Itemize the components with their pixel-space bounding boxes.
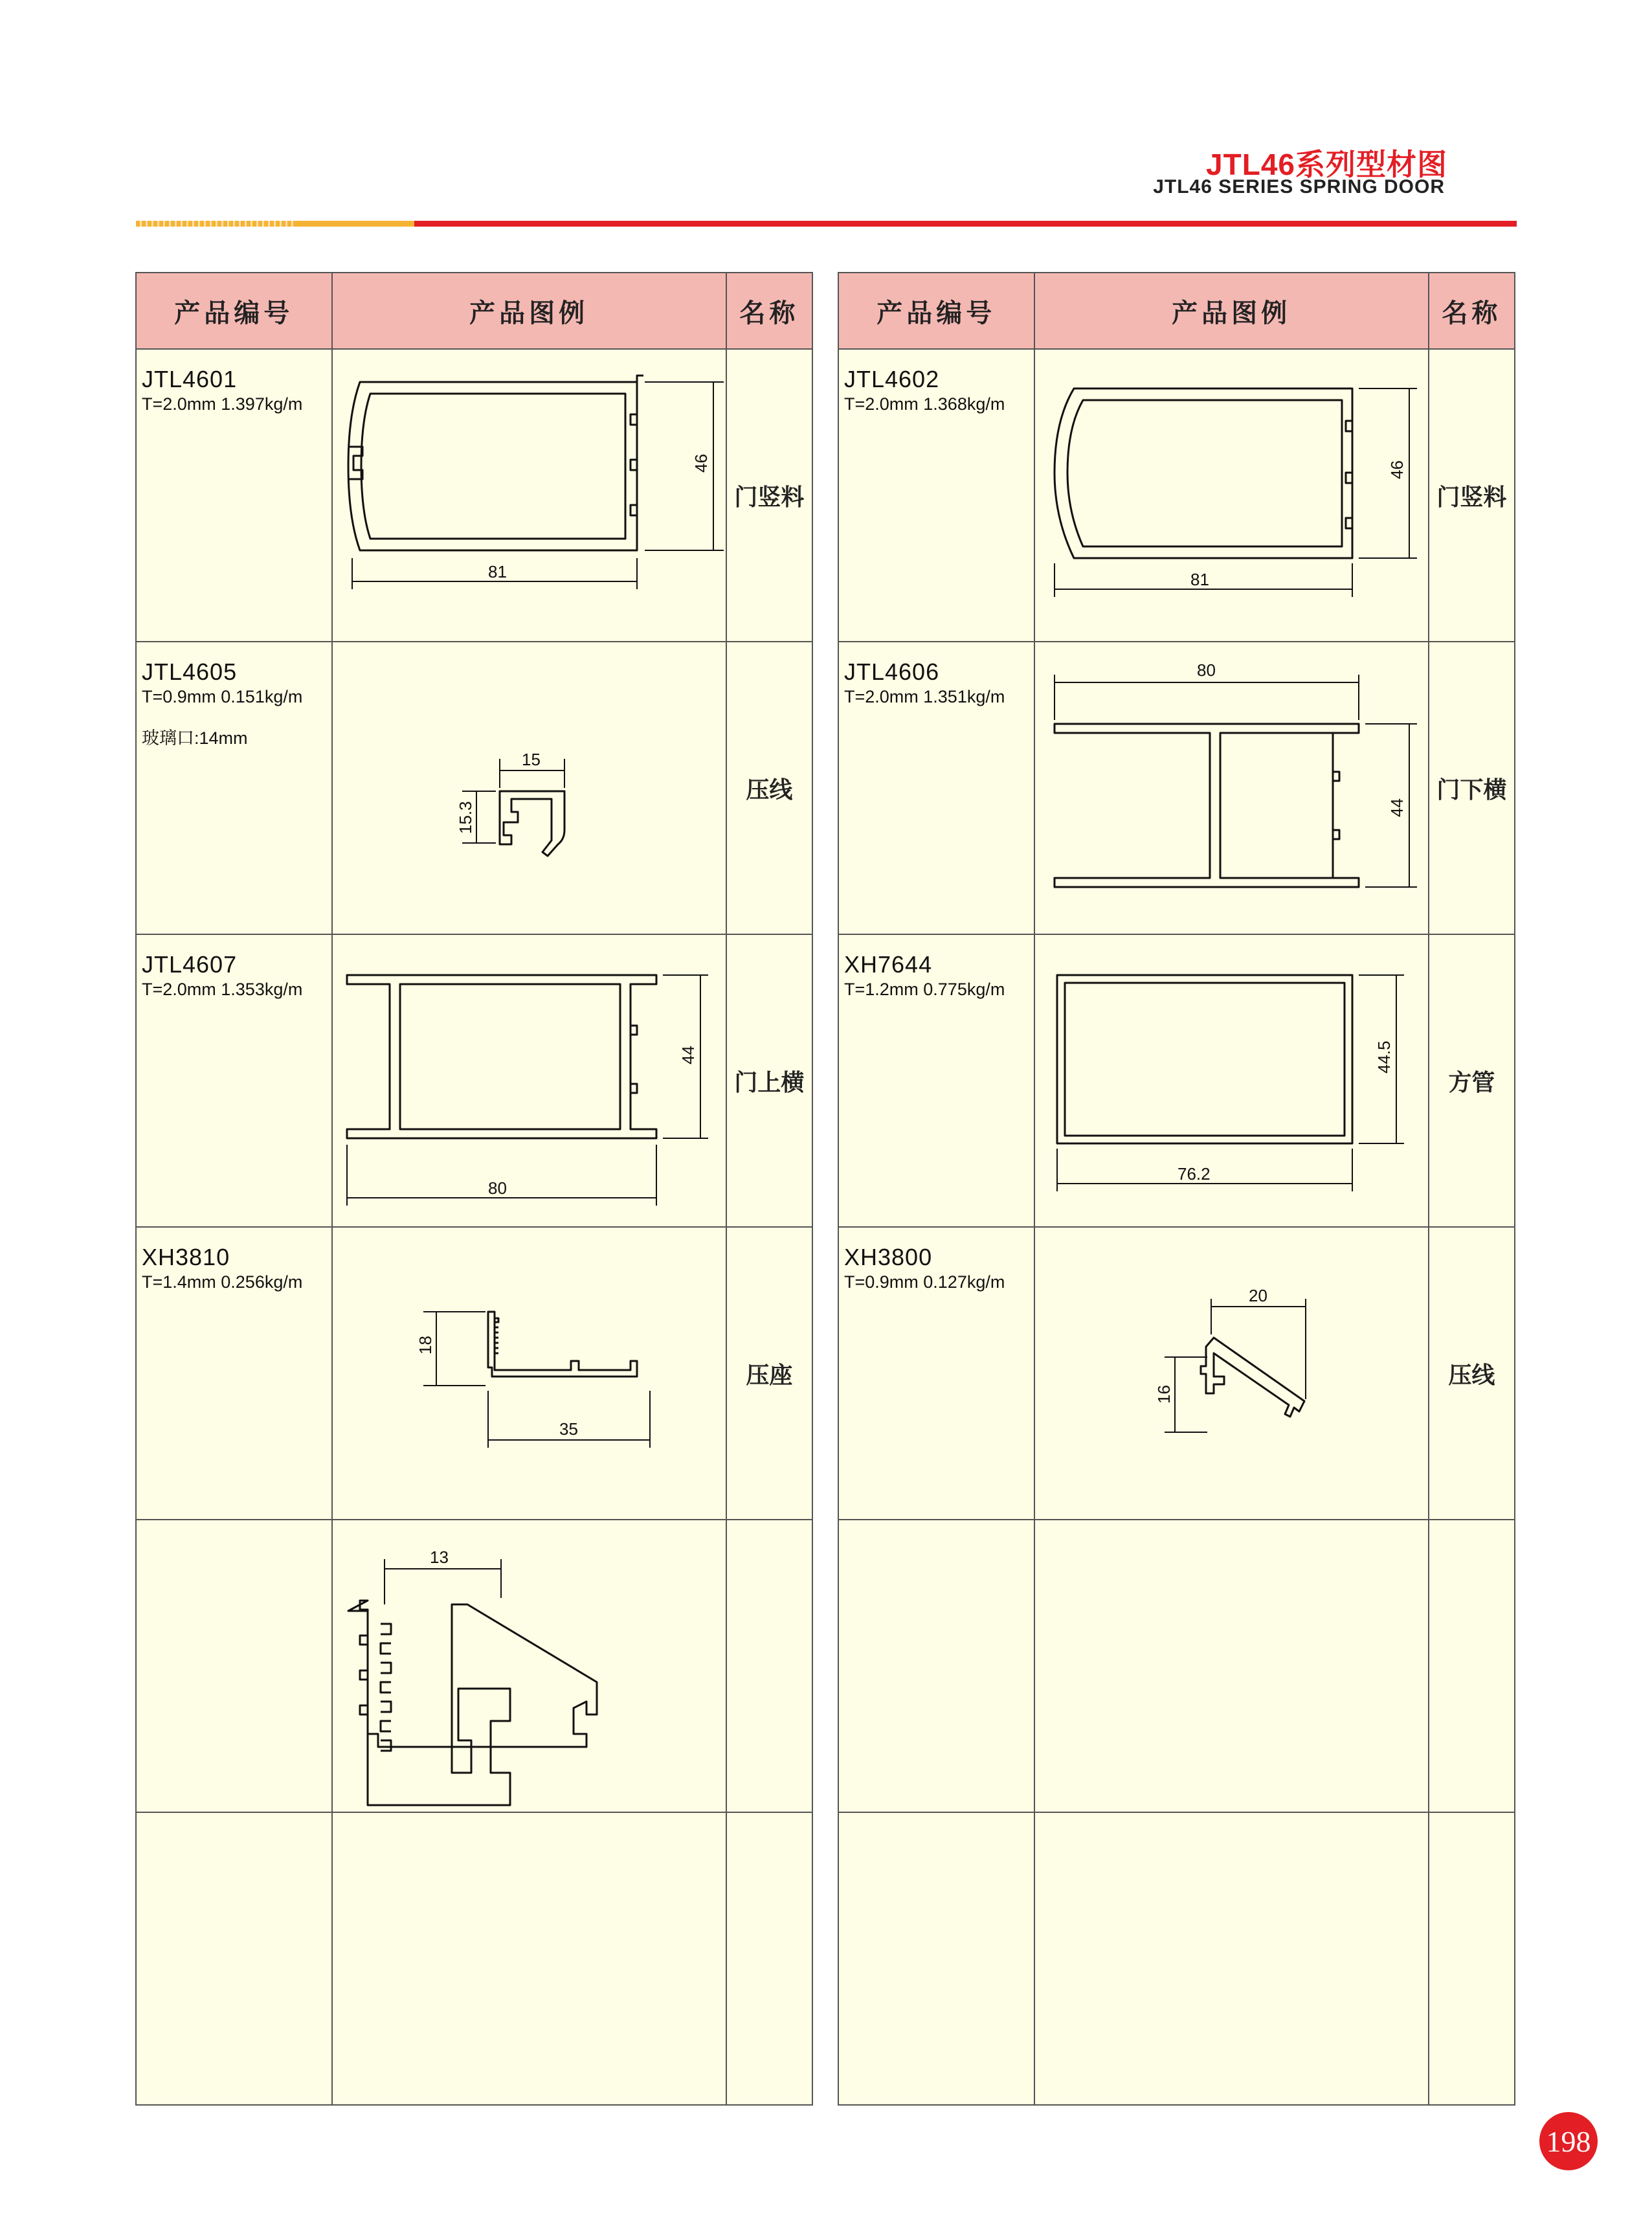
dim-height: 44.5 bbox=[1374, 1040, 1394, 1074]
profile-drawing-jtl4606 bbox=[1035, 642, 1426, 931]
product-code: XH7644 bbox=[844, 951, 933, 978]
product-code: JTL4602 bbox=[844, 366, 940, 392]
product-name bbox=[1429, 1812, 1515, 2105]
product-name: 压座 bbox=[726, 1227, 812, 1520]
dim-height: 44 bbox=[1387, 798, 1407, 817]
profile-drawing-xh7644 bbox=[1035, 935, 1426, 1224]
product-code: XH3800 bbox=[844, 1244, 933, 1270]
product-name: 压线 bbox=[1429, 1227, 1515, 1520]
figure-cell bbox=[1034, 1227, 1429, 1520]
profile-drawing-glazing-bead bbox=[333, 1520, 724, 1809]
table-row bbox=[838, 1812, 1515, 2105]
product-name: 门竖料 bbox=[726, 349, 812, 642]
dim-width: 81 bbox=[487, 562, 507, 581]
product-spec: T=2.0mm 1.368kg/m bbox=[844, 394, 1005, 414]
figure-cell bbox=[332, 1520, 726, 1812]
product-name bbox=[726, 1812, 812, 2105]
header-rule-dashed bbox=[136, 221, 295, 227]
product-spec: T=2.0mm 1.353kg/m bbox=[142, 980, 303, 999]
product-name: 门竖料 bbox=[1429, 349, 1515, 642]
product-spec: T=0.9mm 0.127kg/m bbox=[844, 1272, 1005, 1292]
figure-cell bbox=[1034, 642, 1429, 934]
header-figure: 产品图例 bbox=[332, 273, 726, 349]
table-row bbox=[838, 349, 1515, 642]
table-row bbox=[136, 349, 812, 642]
dim-width: 13 bbox=[429, 1547, 449, 1567]
product-name bbox=[726, 1520, 812, 1812]
product-code: JTL4607 bbox=[142, 951, 238, 978]
profile-table-left bbox=[135, 272, 813, 2106]
profile-drawing-jtl4601 bbox=[333, 350, 724, 638]
profile-drawing-xh3800 bbox=[1035, 1228, 1426, 1516]
dim-height: 46 bbox=[1387, 460, 1407, 479]
figure-cell bbox=[1034, 934, 1429, 1227]
dim-width: 76.2 bbox=[1177, 1164, 1211, 1184]
table-row bbox=[136, 934, 812, 1227]
product-code: JTL4606 bbox=[844, 658, 940, 685]
page-subtitle: JTL46 SERIES SPRING DOOR bbox=[1153, 176, 1445, 197]
code-cell bbox=[136, 1520, 332, 1812]
product-spec: T=1.4mm 0.256kg/m bbox=[142, 1272, 303, 1292]
profile-drawing-jtl4605 bbox=[333, 642, 724, 931]
figure-cell bbox=[332, 934, 726, 1227]
product-name: 方管 bbox=[1429, 934, 1515, 1227]
figure-cell bbox=[1034, 349, 1429, 642]
dim-width: 80 bbox=[1196, 660, 1216, 680]
page-number: 198 bbox=[1539, 2112, 1598, 2170]
dim-height: 44 bbox=[678, 1046, 698, 1064]
dim-height: 16 bbox=[1154, 1385, 1174, 1404]
product-code: XH3810 bbox=[142, 1244, 230, 1270]
page-title: JTL46系列型材图 bbox=[1206, 148, 1447, 181]
code-cell bbox=[838, 1520, 1034, 1812]
header-name: 名称 bbox=[726, 273, 812, 349]
dim-width: 80 bbox=[487, 1178, 507, 1198]
code-cell bbox=[838, 1812, 1034, 2105]
product-note: 玻璃口:14mm bbox=[142, 728, 248, 748]
code-cell bbox=[136, 642, 332, 934]
table-row bbox=[136, 642, 812, 934]
profile-drawing-jtl4607 bbox=[333, 935, 724, 1224]
figure-cell bbox=[332, 1227, 726, 1520]
figure-cell bbox=[332, 1812, 726, 2105]
profile-drawing-jtl4602 bbox=[1035, 350, 1426, 638]
product-spec: T=0.9mm 0.151kg/m bbox=[142, 687, 303, 706]
table-header-row bbox=[136, 273, 812, 349]
product-code: JTL4601 bbox=[142, 366, 238, 392]
header-figure: 产品图例 bbox=[1034, 273, 1429, 349]
header-code: 产品编号 bbox=[136, 273, 332, 349]
dim-height: 18 bbox=[415, 1336, 435, 1355]
code-cell bbox=[838, 934, 1034, 1227]
table-row bbox=[838, 1520, 1515, 1812]
dim-width: 20 bbox=[1248, 1286, 1267, 1305]
code-cell bbox=[136, 349, 332, 642]
table-row bbox=[838, 934, 1515, 1227]
product-name: 门下横 bbox=[1429, 642, 1515, 934]
code-cell bbox=[838, 1227, 1034, 1520]
dim-width: 35 bbox=[559, 1419, 578, 1439]
product-spec: T=2.0mm 1.397kg/m bbox=[142, 394, 303, 414]
table-row bbox=[136, 1812, 812, 2105]
dim-height: 46 bbox=[691, 454, 711, 473]
figure-cell bbox=[1034, 1812, 1429, 2105]
code-cell bbox=[838, 642, 1034, 934]
table-header-row bbox=[838, 273, 1515, 349]
product-name: 门上横 bbox=[726, 934, 812, 1227]
dim-height: 15.3 bbox=[455, 801, 475, 834]
profile-drawing-xh3810 bbox=[333, 1228, 724, 1516]
figure-cell bbox=[332, 642, 726, 934]
code-cell bbox=[136, 1812, 332, 2105]
header-name: 名称 bbox=[1429, 273, 1515, 349]
code-cell bbox=[136, 934, 332, 1227]
product-code: JTL4605 bbox=[142, 658, 238, 685]
dim-width: 81 bbox=[1190, 570, 1209, 589]
code-cell bbox=[136, 1227, 332, 1520]
table-row bbox=[136, 1520, 812, 1812]
header-rule-red bbox=[414, 221, 1517, 227]
table-row bbox=[838, 642, 1515, 934]
code-cell bbox=[838, 349, 1034, 642]
product-spec: T=2.0mm 1.351kg/m bbox=[844, 687, 1005, 706]
profile-table-right bbox=[838, 272, 1515, 2106]
product-name: 压线 bbox=[726, 642, 812, 934]
figure-cell bbox=[1034, 1520, 1429, 1812]
product-name bbox=[1429, 1520, 1515, 1812]
product-spec: T=1.2mm 0.775kg/m bbox=[844, 980, 1005, 999]
table-row bbox=[136, 1227, 812, 1520]
figure-cell bbox=[332, 349, 726, 642]
table-row bbox=[838, 1227, 1515, 1520]
header-rule-yellow bbox=[295, 221, 414, 227]
dim-width: 15 bbox=[521, 750, 541, 769]
header-code: 产品编号 bbox=[838, 273, 1034, 349]
